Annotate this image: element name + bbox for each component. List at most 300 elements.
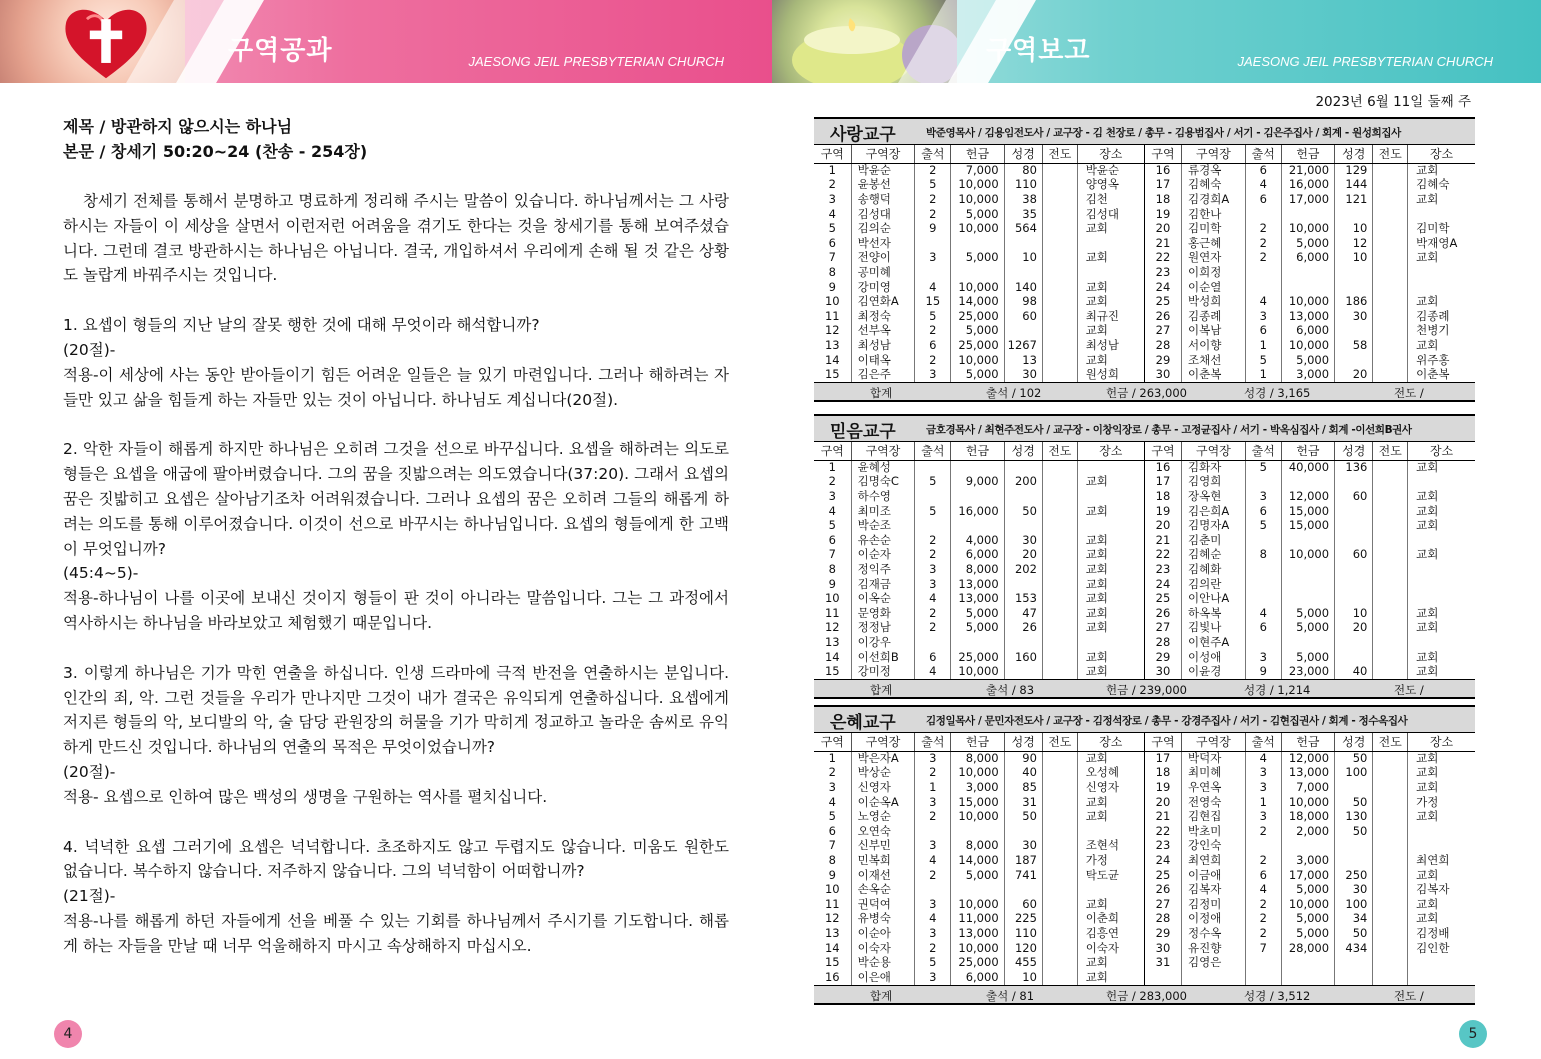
table-cell: 9	[1245, 664, 1281, 679]
table-cell: 3	[915, 795, 951, 810]
table-cell: 2	[814, 178, 851, 193]
question-1-ref: (20절)-	[63, 340, 116, 359]
table-cell	[1042, 795, 1077, 810]
table-cell: 박덕자	[1182, 751, 1246, 766]
table-cell: 3	[915, 562, 951, 577]
table-cell: 14,000	[951, 294, 1004, 309]
table-cell	[1077, 236, 1144, 251]
table-cell	[1042, 367, 1077, 382]
table-cell: 전영숙	[1182, 795, 1246, 810]
table-cell: 4	[1245, 882, 1281, 897]
table-cell	[1373, 577, 1408, 592]
column-header: 전도	[1042, 733, 1077, 751]
column-header: 장소	[1408, 145, 1475, 163]
table-cell	[915, 635, 951, 650]
table-cell: 교회	[1408, 897, 1475, 912]
church-name: JAESONG JEIL PRESBYTERIAN CHURCH	[468, 54, 724, 69]
table-cell	[1373, 868, 1408, 883]
table-cell: 18	[1144, 192, 1181, 207]
table-cell	[1373, 367, 1408, 382]
table-cell: 2	[1245, 824, 1281, 839]
table-cell	[1373, 294, 1408, 309]
table-cell: 김은희A	[1182, 504, 1246, 519]
table-cell: 4	[814, 504, 851, 519]
table-cell: 28	[1144, 635, 1181, 650]
table-cell: 김미학	[1182, 221, 1246, 236]
table-cell: 9	[814, 868, 851, 883]
table-cell: 2	[915, 324, 951, 339]
table-cell: 5,000	[1281, 650, 1334, 665]
table-cell: 50	[1335, 824, 1373, 839]
table-cell	[1042, 236, 1077, 251]
table-cell: 9	[814, 280, 851, 295]
table-cell: 서이향	[1182, 338, 1246, 353]
table-cell: 10	[1004, 970, 1042, 985]
column-header: 장소	[1408, 733, 1475, 751]
table-cell: 60	[1004, 309, 1042, 324]
table-cell	[1042, 882, 1077, 897]
table-cell	[1077, 460, 1144, 475]
table-cell	[1373, 882, 1408, 897]
table-row	[814, 621, 1475, 636]
table-cell: 11	[814, 606, 851, 621]
table-cell: 5	[814, 518, 851, 533]
table-cell: 최연희	[1182, 853, 1246, 868]
table-cell: 7	[814, 839, 851, 854]
table-row	[814, 460, 1475, 475]
table-cell: 5	[1245, 460, 1281, 475]
table-cell: 20	[1144, 221, 1181, 236]
table-row	[814, 751, 1475, 766]
table-cell: 교회	[1077, 621, 1144, 636]
table-row	[814, 504, 1475, 519]
table-cell: 2	[1245, 853, 1281, 868]
column-header: 구역	[1144, 733, 1181, 751]
table-cell: 3	[915, 577, 951, 592]
table-cell: 윤봉선	[851, 178, 915, 193]
table-cell	[1042, 577, 1077, 592]
table-cell	[1004, 577, 1042, 592]
table-cell: 5,000	[1281, 882, 1334, 897]
table-cell	[1042, 460, 1077, 475]
lesson-scripture: 본문 / 창세기 50:20~24 (찬송 - 254장)	[63, 142, 368, 161]
report-table	[814, 733, 1475, 985]
table-cell	[1408, 839, 1475, 854]
table-cell: 6	[814, 824, 851, 839]
table-cell: 6	[814, 236, 851, 251]
question-3: 3. 이렇게 하나님은 기가 막힌 연출을 하십니다. 인생 드라마에 극적 반전을 연출하시는 분입니다. 인간의 죄, 악. 그런 것들을 우리가 만나지만 그것이 내가 결국은 유익되게 연출하십니다. 요셉에게 저지른 형들의 악, 보디발의 악, 술 담당 관원장의 허물을 기가 막히게 정교하고 놀라운 솜씨로 유익하게 만드신 것입니다. 하나님의 연출의 목적은 무엇이었습니까?	[63, 663, 729, 757]
table-cell: 17,000	[1281, 192, 1334, 207]
column-header: 전도	[1042, 442, 1077, 460]
table-row	[814, 221, 1475, 236]
table-cell	[1373, 824, 1408, 839]
table-cell: 130	[1335, 809, 1373, 824]
table-row	[814, 795, 1475, 810]
table-cell: 20	[1335, 367, 1373, 382]
table-cell: 26	[1144, 309, 1181, 324]
table-cell: 25	[1144, 294, 1181, 309]
table-cell	[1373, 839, 1408, 854]
group-header	[814, 707, 1475, 733]
report-date: 2023년 6월 11일 둘째 주	[1315, 94, 1471, 110]
column-header: 헌금	[1281, 733, 1334, 751]
table-cell: 6	[1245, 621, 1281, 636]
table-cell	[1004, 518, 1042, 533]
table-cell: 40,000	[1281, 460, 1334, 475]
table-cell: 4	[1245, 178, 1281, 193]
table-cell: 11,000	[951, 912, 1004, 927]
table-cell: 2	[1245, 236, 1281, 251]
table-cell: 6	[1245, 163, 1281, 178]
table-cell: 2	[1245, 926, 1281, 941]
table-cell: 6	[1245, 324, 1281, 339]
table-cell: 10,000	[1281, 897, 1334, 912]
table-cell: 김미학	[1408, 221, 1475, 236]
table-cell: 24	[1144, 853, 1181, 868]
table-cell: 3	[1245, 766, 1281, 781]
column-header: 출석	[1245, 442, 1281, 460]
table-cell: 12,000	[1281, 751, 1334, 766]
table-cell: 이정애	[1182, 912, 1246, 927]
application-3: 적용- 요셉으로 인하여 많은 백성의 생명을 구원하는 역사를 펼치십니다.	[63, 787, 548, 806]
table-cell: 10,000	[1281, 548, 1334, 563]
table-cell: 129	[1335, 163, 1373, 178]
table-cell: 정정남	[851, 621, 915, 636]
table-cell: 교회	[1408, 548, 1475, 563]
table-cell: 위주홍	[1416, 352, 1450, 367]
table-cell: 6,000	[1281, 251, 1334, 266]
table-cell: 2	[1245, 221, 1281, 236]
table-cell: 85	[1004, 780, 1042, 795]
table-cell	[915, 882, 951, 897]
table-cell	[1373, 178, 1408, 193]
table-cell: 교회	[1408, 664, 1475, 679]
table-row	[814, 192, 1475, 207]
total-attendance: 출석 / 81	[986, 988, 1035, 1003]
table-cell: 1	[1245, 338, 1281, 353]
table-row	[814, 518, 1475, 533]
table-cell	[1373, 606, 1408, 621]
table-cell	[1408, 475, 1475, 490]
column-header: 헌금	[1281, 145, 1334, 163]
column-header: 성경	[1335, 733, 1373, 751]
table-cell: 교회	[1408, 606, 1475, 621]
table-cell	[1042, 309, 1077, 324]
table-cell: 121	[1335, 192, 1373, 207]
table-cell: 교회	[1408, 192, 1475, 207]
table-cell	[1042, 912, 1077, 927]
table-cell: 250	[1335, 868, 1373, 883]
table-cell: 22	[1144, 548, 1181, 563]
table-cell: 9	[814, 577, 851, 592]
table-cell: 100	[1335, 766, 1373, 781]
table-cell: 2	[814, 475, 851, 490]
column-header: 헌금	[951, 733, 1004, 751]
table-cell	[1042, 178, 1077, 193]
table-row	[814, 664, 1475, 679]
table-cell: 10	[1004, 251, 1042, 266]
table-cell: 교회	[1077, 591, 1144, 606]
table-cell: 6,000	[1281, 324, 1334, 339]
table-cell	[915, 460, 951, 475]
table-cell	[1373, 309, 1408, 324]
table-cell: 5	[814, 221, 851, 236]
question-4: 4. 넉넉한 요셉 그러기에 요셉은 넉넉합니다. 초조하지도 않고 두렵지도 않습니다. 미움도 원한도 없습니다. 복수하지 않습니다. 저주하지 않습니다. 그의 넉넉함이 어떠합니까?	[63, 837, 729, 881]
table-cell: 이춘복	[1182, 367, 1246, 382]
table-cell: 200	[1004, 475, 1042, 490]
table-cell: 29	[1144, 926, 1181, 941]
table-cell: 50	[1004, 809, 1042, 824]
table-cell: 6	[1245, 504, 1281, 519]
table-cell	[951, 882, 1004, 897]
table-cell	[1077, 635, 1144, 650]
table-cell: 김성대	[851, 207, 915, 222]
table-cell: 14	[814, 650, 851, 665]
table-cell: 10,000	[951, 766, 1004, 781]
table-cell	[1004, 824, 1042, 839]
table-cell	[1245, 280, 1281, 295]
table-cell	[1042, 518, 1077, 533]
table-cell	[951, 489, 1004, 504]
group-staff: 금호경목사 / 최현주전도사 / 교구장 - 이창익장로 / 총무 - 고정균집사 / 서기 - 박옥심집사 / 회계 -이선희B권사	[926, 424, 1412, 436]
table-cell	[1373, 970, 1408, 985]
table-cell: 천병기	[1416, 323, 1450, 338]
table-cell: 교회	[1077, 650, 1144, 665]
table-row	[814, 853, 1475, 868]
page-number-right: 5	[1459, 1020, 1487, 1048]
table-cell: 신영자	[1077, 780, 1144, 795]
application-2: 적용-하나님이 나를 이곳에 보내신 것이지 형들이 판 것이 아니라는 말씀입니다. 그는 그 과정에서 역사하시는 하나님을 바라보았고 체험했기 때문입니다.	[63, 589, 730, 632]
table-cell	[1042, 294, 1077, 309]
table-row	[814, 577, 1475, 592]
table-cell: 10,000	[1281, 221, 1334, 236]
table-cell	[1373, 591, 1408, 606]
table-cell	[1004, 236, 1042, 251]
table-cell: 3	[814, 192, 851, 207]
table-row	[814, 533, 1475, 548]
table-cell: 김영희	[1182, 475, 1246, 490]
table-cell	[1042, 926, 1077, 941]
table-cell: 38	[1004, 192, 1042, 207]
table-cell	[1335, 533, 1373, 548]
total-evangelism: 전도 /	[1394, 385, 1424, 400]
table-cell: 29	[1144, 353, 1181, 368]
table-row	[814, 650, 1475, 665]
table-cell	[951, 236, 1004, 251]
table-cell: 50	[1335, 751, 1373, 766]
lesson-title: 제목 / 방관하지 않으시는 하나님	[63, 117, 293, 136]
group-total	[814, 382, 1475, 400]
table-cell	[1245, 577, 1281, 592]
table-cell	[1245, 562, 1281, 577]
table-cell	[1408, 635, 1475, 650]
table-cell: 19	[1144, 780, 1181, 795]
table-cell: 교회	[1408, 489, 1475, 504]
table-row	[814, 766, 1475, 781]
table-cell: 교회	[1077, 897, 1144, 912]
table-cell: 4	[814, 795, 851, 810]
table-cell	[1042, 621, 1077, 636]
table-cell: 10	[1335, 221, 1373, 236]
total-offering: 헌금 / 239,000	[1106, 682, 1187, 697]
table-cell: 10,000	[951, 897, 1004, 912]
table-cell	[1042, 853, 1077, 868]
table-cell	[1335, 650, 1373, 665]
table-cell	[1042, 163, 1077, 178]
table-cell: 140	[1004, 280, 1042, 295]
table-cell: 손옥순	[851, 882, 915, 897]
column-header: 출석	[1245, 145, 1281, 163]
table-cell: 이옥순	[851, 591, 915, 606]
table-cell: 17,000	[1281, 868, 1334, 883]
table-cell: 교회	[1077, 795, 1144, 810]
table-cell	[1373, 533, 1408, 548]
table-cell: 이복남	[1182, 324, 1246, 339]
table-cell: 이순옥A	[851, 795, 915, 810]
table-cell: 김은주	[851, 367, 915, 382]
table-cell: 류경옥	[1182, 163, 1246, 178]
table-cell	[1373, 280, 1408, 295]
table-cell	[1373, 926, 1408, 941]
table-cell: 조채선	[1182, 353, 1246, 368]
table-cell: 15,000	[1281, 518, 1334, 533]
table-cell: 김혜숙	[1182, 178, 1246, 193]
table-cell: 25,000	[951, 955, 1004, 970]
table-cell: 교회	[1416, 620, 1439, 635]
table-cell: 15,000	[1281, 504, 1334, 519]
table-cell: 30	[1144, 941, 1181, 956]
table-cell: 교회	[1416, 649, 1439, 664]
table-cell: 5,000	[951, 868, 1004, 883]
table-cell: 2	[915, 353, 951, 368]
table-cell	[1281, 280, 1334, 295]
table-cell: 6,000	[951, 548, 1004, 563]
table-cell: 4	[915, 664, 951, 679]
table-cell: 20	[1144, 518, 1181, 533]
table-cell: 김한나	[1182, 207, 1246, 222]
table-cell	[1245, 533, 1281, 548]
table-cell: 13	[814, 926, 851, 941]
table-cell	[1042, 548, 1077, 563]
table-cell: 김인한	[1416, 940, 1450, 955]
table-cell: 2	[915, 533, 951, 548]
table-cell: 10,000	[951, 178, 1004, 193]
table-cell	[1042, 338, 1077, 353]
table-cell: 12	[814, 912, 851, 927]
table-cell: 이희정	[1182, 265, 1246, 280]
table-cell	[1042, 324, 1077, 339]
total-label: 합계	[870, 988, 893, 1003]
question-1: 1. 요셉이 형들의 지난 날의 잘못 행한 것에 대해 무엇이라 해석합니까?	[63, 316, 540, 335]
table-cell	[1245, 475, 1281, 490]
table-cell: 5	[814, 809, 851, 824]
table-row	[814, 882, 1475, 897]
table-row	[814, 606, 1475, 621]
table-row	[814, 941, 1475, 956]
table-cell: 이순아	[851, 926, 915, 941]
table-cell	[1335, 475, 1373, 490]
table-cell: 교회	[1077, 280, 1144, 295]
table-cell: 202	[1004, 562, 1042, 577]
table-cell: 6	[915, 650, 951, 665]
table-cell: 1	[1245, 795, 1281, 810]
table-cell: 10,000	[951, 280, 1004, 295]
question-2: 2. 악한 자들이 해롭게 하지만 하나님은 오히려 그것을 선으로 바꾸십니다. 요셉을 해하려는 의도로 형들은 요셉을 애굽에 팔아버렸습니다. 그의 꿈을 짓밟으려는 의도였습니다(37:20). 그래서 요셉의 꿈은 짓밟히고 요셉은 살아남기조차 어려워졌습니다. 그러나 요셉의 꿈은 오히려 그들의 해롭게 하려는 의도를 통해 이루어졌습니다. 이것이 선으로 바꾸시는 하나님입니다. 요셉의 형들에게 한 고백이 무엇입니까?	[63, 440, 729, 558]
table-cell: 이춘복	[1408, 367, 1475, 382]
table-cell: 8	[814, 265, 851, 280]
table-cell: 김정배	[1408, 926, 1475, 941]
table-cell: 13	[814, 635, 851, 650]
table-cell	[1373, 475, 1408, 490]
column-header: 출석	[915, 442, 951, 460]
table-cell: 김빛나	[1182, 621, 1246, 636]
table-cell: 26	[1144, 882, 1181, 897]
table-cell: 26	[1144, 606, 1181, 621]
table-cell: 22	[1144, 824, 1181, 839]
table-cell: 4	[1245, 294, 1281, 309]
table-cell: 5	[915, 475, 951, 490]
table-cell: 교회	[1408, 251, 1475, 266]
table-cell: 교회	[1077, 221, 1144, 236]
table-row	[814, 897, 1475, 912]
table-cell: 10	[1335, 251, 1373, 266]
table-cell	[1077, 518, 1144, 533]
table-cell	[1408, 562, 1475, 577]
column-header: 성경	[1335, 145, 1373, 163]
table-cell: 5,000	[1281, 621, 1334, 636]
table-cell: 28	[1144, 338, 1181, 353]
table-cell: 김종례	[1408, 309, 1475, 324]
table-cell: 2	[915, 621, 951, 636]
total-label: 합계	[870, 385, 893, 400]
table-cell: 5,000	[1281, 926, 1334, 941]
table-cell: 5,000	[951, 324, 1004, 339]
question-2-ref: (45:4~5)-	[63, 564, 139, 583]
table-cell: 5,000	[1281, 912, 1334, 927]
table-cell: 25	[1144, 868, 1181, 883]
header-right	[772, 0, 1541, 83]
table-cell: 4	[915, 853, 951, 868]
table-cell: 2	[1245, 251, 1281, 266]
table-cell: 2	[915, 868, 951, 883]
table-cell: 2	[915, 809, 951, 824]
table-cell: 7,000	[951, 163, 1004, 178]
table-cell: 30	[1335, 309, 1373, 324]
table-cell: 이순자	[851, 548, 915, 563]
table-cell: 2	[915, 548, 951, 563]
table-cell: 35	[1004, 207, 1042, 222]
column-header: 구역	[814, 145, 851, 163]
table-cell: 80	[1004, 163, 1042, 178]
column-header: 전도	[1373, 733, 1408, 751]
table-cell: 21	[1144, 809, 1181, 824]
table-cell: 136	[1335, 460, 1373, 475]
table-cell: 교회	[1408, 518, 1475, 533]
table-cell: 60	[1335, 548, 1373, 563]
column-header: 구역	[1144, 442, 1181, 460]
total-offering: 헌금 / 283,000	[1106, 988, 1187, 1003]
group-name: 사랑교구	[830, 125, 896, 145]
table-row	[814, 163, 1475, 178]
table-cell	[1373, 192, 1408, 207]
table-cell: 20	[1004, 548, 1042, 563]
table-cell: 8,000	[951, 751, 1004, 766]
table-cell: 30	[1004, 533, 1042, 548]
total-evangelism: 전도 /	[1394, 682, 1424, 697]
table-cell: 3,000	[951, 780, 1004, 795]
section-title-lesson: 구역공과	[228, 36, 333, 66]
table-cell	[1373, 163, 1408, 178]
